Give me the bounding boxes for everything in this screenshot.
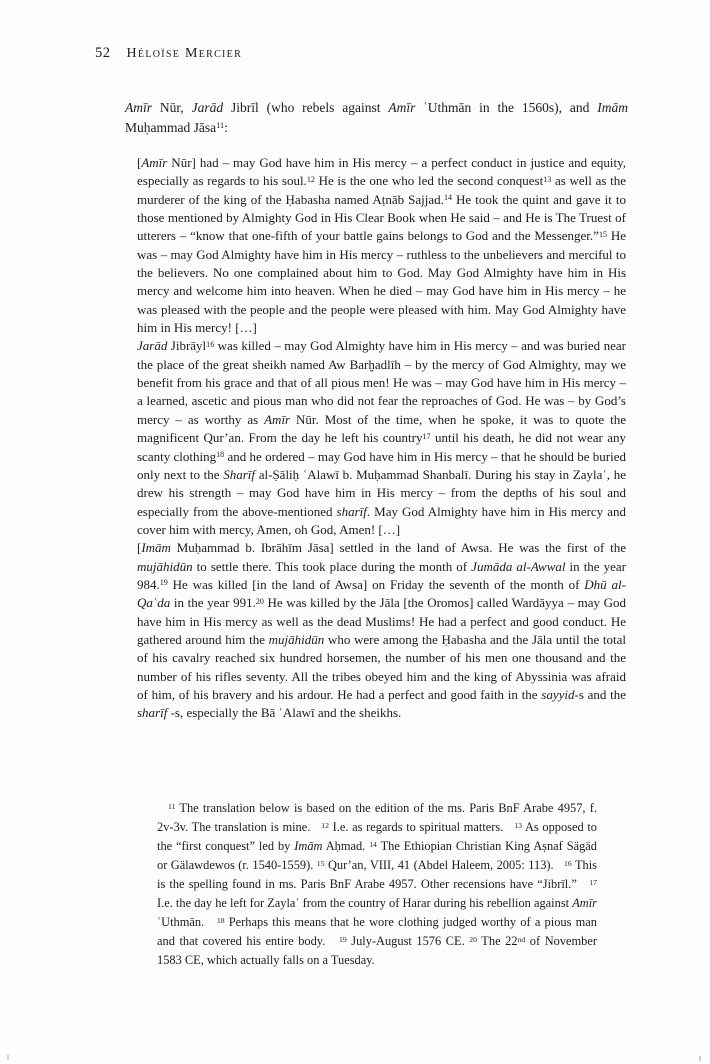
scan-artifact-mark-right [699, 1056, 701, 1061]
block-quote [137, 154, 626, 723]
scan-artifact-mark-left [7, 1055, 9, 1060]
footnotes-block: $^{11}$ The translation below is based on the edition of the ms. Paris BnF Arabe 4957, f. 2v-3v. The translation is mine. $^{12}$ I.e. as regards to spiritual matters. $^{13}$ As opposed to the “first conquest” led by Imām Aḥmad. $^{14}$ The Ethiopian Christian King Aṣnaf Sägäd or Gälawdewos (r. 1540-1559). $^{15}$ Qur’an, VIII, 41 (Abdel Haleem, 2005: 113). $^{16}$ This is the spelling found in ms. Paris BnF Arabe 4957. Other recensions have “Jibrīl.” $^{17}$ I.e. the day he left for Zaylaʿ from the country of Harar during his rebellion against Amīr ʿUthmān. $^{18}$ Perhaps this means that he wore clothing judged worthy of a pious man and that covered his entire body. $^{19}$ July-August 1576 CE. $^{20}$ The 22nd of November 1583 CE, which actually falls on a Tuesday. [157, 801, 597, 967]
intro-paragraph: Amīr Nūr, Jarād Jibrīl (who rebels against Amīr ʿUthmān in the 1560s), and Imām Muḥammad Jāsa$^{11}$: [125, 100, 628, 135]
quote-paragraph-jarad-jibrayl: Jarād Jibrāyl$^{16}$ was killed – may God Almighty have him in His mercy – and was buried near the place of the great sheikh named Aw Barḫadlīh – by the mercy of God Almighty, may we benefit from his grace and that of all pious men! He was – may God have him in His mercy – a learned, ascetic and pious man who did not fear the reproaches of God. He was – by God’s mercy – as worthy as Amīr Nūr. Most of the time, when he spoke, it was to quote the magnificent Qur’an. From the day he left his country$^{17}$ until his death, he did not wear any scanty clothing$^{18}$ and he ordered – may God have him in His mercy – that he should be buried only next to the Sharīf al-Ṣāliḥ ʿAlawī b. Muḥammad Shanbalī. During his stay in Zaylaʿ, he drew his strength – may God have him in His mercy – from the depths of his soul and especially from the above-mentioned sharīf. May God Almighty have him in His mercy and cover him with mercy, Amen, oh God, Amen! […] [137, 338, 627, 537]
page-header [95, 45, 242, 62]
quote-paragraph-amir-nur: [Amīr Nūr] had – may God have him in His mercy – a perfect conduct in justice and equity, especially as regards to his soul.$^{12}$ He is the one who led the second conquest$^{13}$ as well as the murderer of the king of the Ḥabasha named Aṭnāb Sajjad.$^{14}$ He took the quint and gave it to those mentioned by Almighty God in His Clear Book when He said – and He is The Truest of utterers – “know that one-fifth of your battle gains belongs to God and the Messenger.”$^{15}$ He was – may God Almighty have him in His mercy – ruthless to the unbelievers and merciful to the believers. No one complained about him to God. May God Almighty have him in His mercy and welcome him into heaven. When he died – may God have him in His mercy – he was pleased with the people and the people were pleased with him. May God Almighty have him in His mercy! […] [137, 155, 626, 336]
running-head-author: Héloïse Mercier [126, 46, 243, 61]
page-number: 52 [95, 45, 111, 61]
quote-paragraph-imam-muhammad: [Imām Muḥammad b. Ibrāhīm Jāsa] settled in the land of Awsa. He was the first of the mujāhidūn to settle there. This took place during the month of Jumāda al-Awwal in the year 984.19 He was killed [in the land of Awsa] on Friday the seventh of the month of Dhū al-Qaʿda in the year 991.20 He was killed by the Jāla [the Oromos] called Wardāyya – may God have him in His mercy as well as the dead Muslims! He had a perfect and good conduct. He gathered around him the mujāhidūn who were among the Ḥabasha and the Jāla until the total of his cavalry reached six hundred horsemen, the number of his men one thousand and the number of his rifles seventy. All the tribes obeyed him and the king of Abyssinia was afraid of him, of his bravery and his ardour. He had a perfect and good faith in the sayyid-s and the sharīf -s, especially the Bā ʿAlawī and the sheikhs. [137, 540, 626, 721]
